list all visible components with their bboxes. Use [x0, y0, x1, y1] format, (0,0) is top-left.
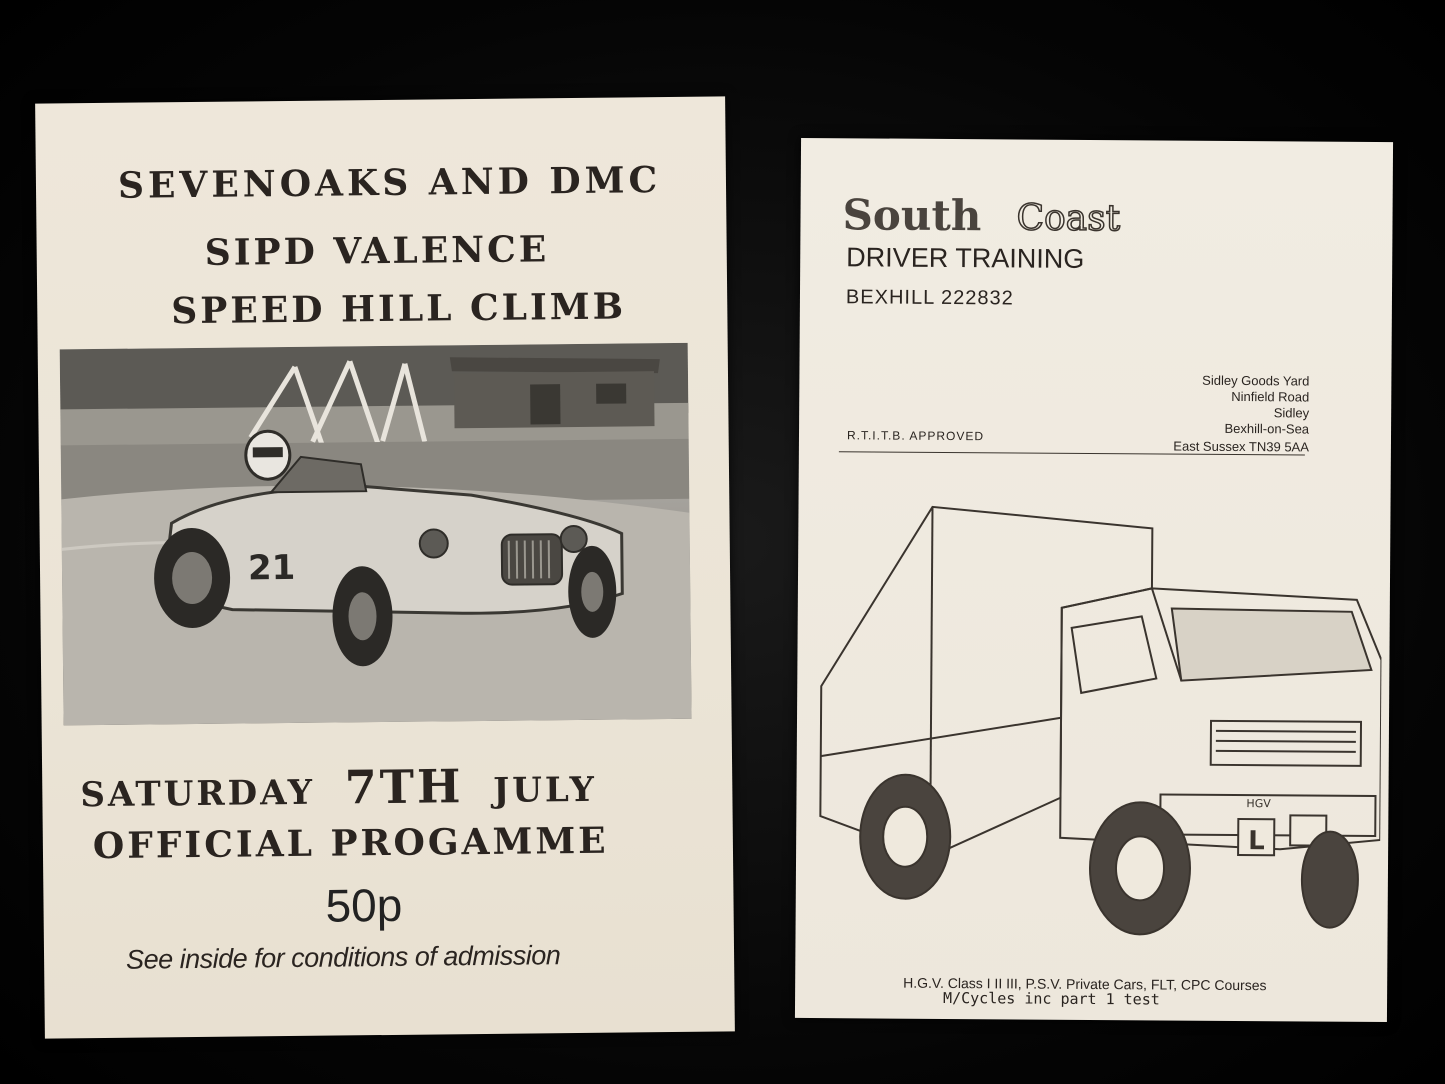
programme-title-line3: SPEED HILL CLIMB	[171, 285, 627, 333]
car-number: 21	[247, 547, 296, 589]
programme-title-line1: SEVENOAKS AND DMC	[117, 159, 662, 207]
programme-label: OFFICIAL PROGAMME	[92, 819, 609, 868]
date-prefix: SATURDAY	[80, 772, 316, 816]
date-month: JULY	[492, 769, 598, 811]
phone-number: BEXHILL 222832	[845, 286, 1014, 310]
approval-text: R.T.I.T.B. APPROVED	[846, 428, 985, 444]
event-date	[80, 758, 597, 817]
brand-coast: Coast	[1016, 197, 1121, 240]
truck-illustration	[810, 496, 1383, 940]
courses-line2: M/Cycles inc part 1 test	[943, 988, 1160, 1009]
brand-subtitle: DRIVER TRAINING	[846, 242, 1085, 274]
date-day: 7TH	[344, 759, 464, 815]
race-car-illustration	[60, 343, 692, 726]
hill-climb-programme	[35, 96, 735, 1038]
timber-hut	[450, 355, 661, 428]
driver-training-leaflet	[795, 138, 1393, 1022]
address-line: Sidley Goods Yard	[1202, 372, 1310, 389]
brand-south: South	[842, 190, 982, 241]
hgv-plate-text: HGV	[1246, 797, 1271, 811]
address-line: Bexhill-on-Sea	[1224, 420, 1310, 437]
address-line: Ninfield Road	[1231, 388, 1310, 405]
l-plate-text: L	[1248, 826, 1265, 857]
address-line: East Sussex TN39 5AA	[1173, 438, 1309, 455]
race-car-photo	[60, 343, 692, 726]
admission-note: See inside for conditions of admission	[125, 940, 561, 975]
programme-title-line2: SIPD VALENCE	[204, 228, 550, 274]
courses-line1: H.G.V. Class I II III, P.S.V. Private Cars, FLT, CPC Courses	[903, 974, 1267, 994]
address-line: Sidley	[1273, 405, 1310, 421]
programme-price: 50p	[325, 878, 403, 932]
